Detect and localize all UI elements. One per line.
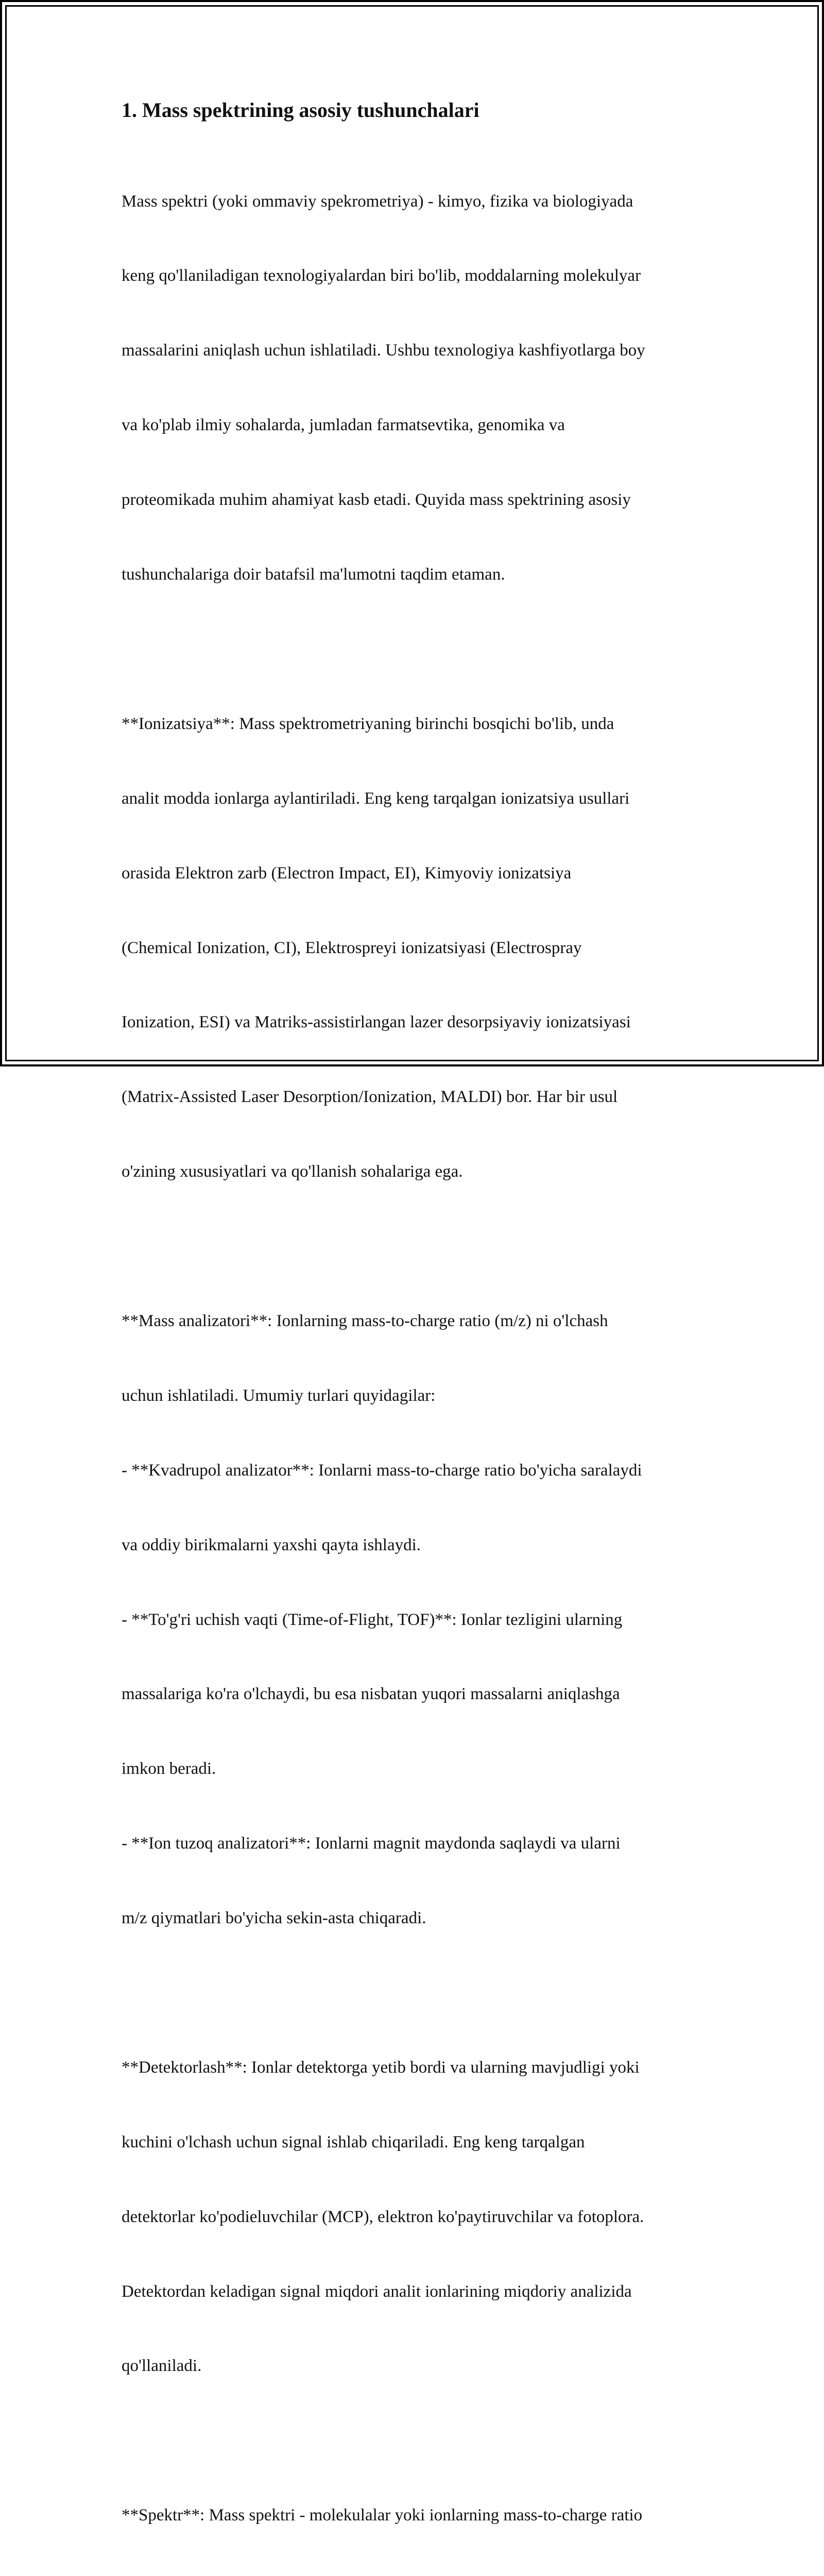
- list-item: - **Ion tuzoq analizatori**: Ionlarni magnit maydonda saqlaydi va ularni: [122, 1834, 621, 1853]
- text-line: Ionization, ESI) va Matriks-assistirlangan lazer desorpsiyaviy ionizatsiyasi: [122, 1013, 631, 1032]
- text-line: Mass spektri (yoki ommaviy spekrometriya) - kimyo, fizika va biologiyada: [122, 192, 633, 211]
- text-line: qo'llaniladi.: [122, 2357, 202, 2376]
- list-item: - **To'g'ri uchish vaqti (Time-of-Flight, TOF)**: Ionlar tezligini ularning: [122, 1610, 623, 1629]
- text-line: o'zining xususiyatlari va qo'llanish sohalariga ega.: [122, 1162, 463, 1181]
- text-line: analit modda ionlarga aylantiriladi. Eng keng tarqalgan ionizatsiya usullari: [122, 789, 630, 808]
- text-line: **Detektorlash**: Ionlar detektorga yetib bordi va ularning mavjudligi yoki: [122, 2058, 640, 2077]
- text-line: Detektordan keladigan signal miqdori analit ionlarining miqdoriy analizida: [122, 2282, 632, 2301]
- list-item: - **Kvadrupol analizator**: Ionlarni mass-to-charge ratio bo'yicha saralaydi: [122, 1461, 642, 1480]
- text-line: tushunchalariga doir batafsil ma'lumotni taqdim etaman.: [122, 565, 505, 584]
- text-line: imkon beradi.: [122, 1759, 216, 1778]
- text-line: **Ionizatsiya**: Mass spektrometriyaning birinchi bosqichi bo'lib, unda: [122, 714, 614, 733]
- text-line: proteomikada muhim ahamiyat kasb etadi. Quyida mass spektrining asosiy: [122, 490, 631, 510]
- text-line: massalariga ko'ra o'lchaydi, bu esa nisbatan yuqori massalarni aniqlashga: [122, 1685, 620, 1704]
- text-line: va oddiy birikmalarni yaxshi qayta ishlaydi.: [122, 1535, 421, 1554]
- text-line: uchun ishlatiladi. Umumiy turlari quyidagilar:: [122, 1386, 436, 1405]
- paragraph-detektorlash: [122, 2005, 709, 2428]
- text-line: orasida Elektron zarb (Electron Impact, EI), Kimyoviy ionizatsiya: [122, 863, 572, 883]
- text-line: (Chemical Ionization, CI), Elektrospreyi ionizatsiyasi (Electrospray: [122, 938, 582, 957]
- text-line: va ko'plab ilmiy sohalarda, jumladan farmatsevtika, genomika va: [122, 416, 565, 435]
- text-line: m/z qiymatlari bo'yicha sekin-asta chiqaradi.: [122, 1909, 426, 1928]
- paragraph-mass-analizatori: [122, 1259, 709, 1980]
- paragraph-ionizatsiya: [122, 662, 709, 1234]
- text-line: **Spektr**: Mass spektri - molekulalar yoki ionlarning mass-to-charge ratio: [122, 2506, 643, 2525]
- text-line: **Mass analizatori**: Ionlarning mass-to-charge ratio (m/z) ni o'lchash: [122, 1311, 608, 1330]
- text-line: detektorlar ko'podieluvchilar (MCP), elektron ko'paytiruvchilar va fotoplora.: [122, 2207, 644, 2226]
- text-line: kuchini o'lchash uchun signal ishlab chiqariladi. Eng keng tarqalgan: [122, 2132, 585, 2151]
- paragraph-intro: [122, 139, 709, 637]
- text-line: (Matrix-Assisted Laser Desorption/Ionization, MALDI) bor. Har bir usul: [122, 1088, 618, 1107]
- section-heading: 1. Mass spektrining asosiy tushunchalari: [122, 98, 479, 122]
- text-line: massalarini aniqlash uchun ishlatiladi. Ushbu texnologiya kashfiyotlarga boy: [122, 341, 645, 360]
- document-body: [122, 96, 709, 2576]
- text-line: keng qo'llaniladigan texnologiyalardan biri bo'lib, moddalarning molekulyar: [122, 266, 641, 285]
- paragraph-spektr: [122, 2453, 709, 2576]
